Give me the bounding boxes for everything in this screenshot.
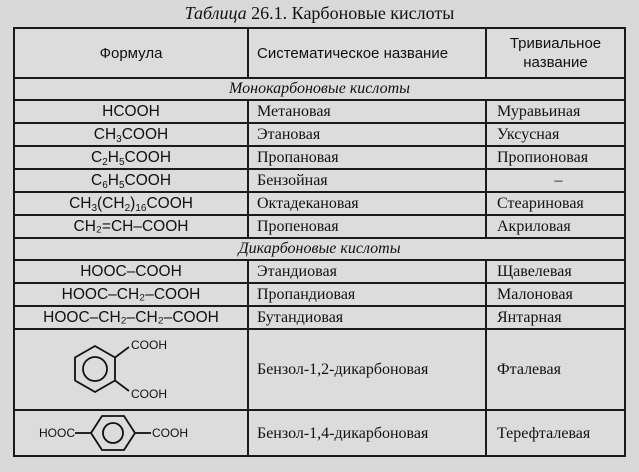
formula-cell xyxy=(14,329,248,410)
cooh-label-top: COOH xyxy=(131,337,167,352)
section-row-mono xyxy=(14,78,625,100)
table-row xyxy=(14,329,625,410)
table-row xyxy=(14,169,625,192)
section-di: Дикарбоновые кислоты xyxy=(14,238,625,260)
hooc-label: HOOC xyxy=(39,426,75,440)
caption-label: Таблица xyxy=(184,3,247,23)
systematic-cell: Бензол-1,4-дикарбоновая xyxy=(248,410,486,456)
systematic-cell: Бензойная xyxy=(248,169,486,192)
aromatic-circle xyxy=(83,357,107,381)
systematic-cell: Пропеновая xyxy=(248,215,486,238)
header-formula: Формула xyxy=(14,28,248,78)
header-trivial xyxy=(486,28,625,78)
header-systematic: Систематическое название xyxy=(248,28,486,78)
section-row-di xyxy=(14,238,625,260)
trivial-cell: Пропионовая xyxy=(486,146,625,169)
trivial-cell: Фталевая xyxy=(486,329,625,410)
trivial-cell: Уксусная xyxy=(486,123,625,146)
formula-cell: HOOC–CH₂–COOH xyxy=(14,283,248,306)
formula-cell xyxy=(14,410,248,456)
table-row xyxy=(14,215,625,238)
table-row xyxy=(14,306,625,329)
section-mono: Монокарбоновые кислоты xyxy=(14,78,625,100)
systematic-cell: Бензол-1,2-дикарбоновая xyxy=(248,329,486,410)
trivial-cell: Янтарная xyxy=(486,306,625,329)
bond-bottom xyxy=(115,380,129,391)
systematic-cell: Пропановая xyxy=(248,146,486,169)
systematic-cell: Этановая xyxy=(248,123,486,146)
bond-top xyxy=(115,347,129,358)
formula-cell: HOOC–COOH xyxy=(14,260,248,283)
systematic-cell: Этандиовая xyxy=(248,260,486,283)
systematic-cell: Октадекановая xyxy=(248,192,486,215)
phthalic-acid-structure xyxy=(51,332,211,408)
table-caption xyxy=(0,2,639,24)
table-row xyxy=(14,100,625,123)
systematic-cell: Метановая xyxy=(248,100,486,123)
aromatic-circle xyxy=(103,423,123,443)
terephthalic-acid-structure xyxy=(31,413,231,453)
carboxylic-acids-table xyxy=(13,27,626,457)
trivial-cell: Малоновая xyxy=(486,283,625,306)
trivial-cell: Стеариновая xyxy=(486,192,625,215)
systematic-cell: Бутандиовая xyxy=(248,306,486,329)
caption-title: 26.1. Карбоновые кислоты xyxy=(246,3,455,23)
formula-cell: HOOC–CH₂–CH₂–COOH xyxy=(14,306,248,329)
table-row xyxy=(14,410,625,456)
formula-cell: $C_2H_5COOH$ xyxy=(14,146,248,169)
table-row xyxy=(14,123,625,146)
formula-cell: HCOOH xyxy=(14,100,248,123)
systematic-cell: Пропандиовая xyxy=(248,283,486,306)
cooh-label-bottom: COOH xyxy=(131,386,167,401)
table-row xyxy=(14,146,625,169)
trivial-cell: Щавелевая xyxy=(486,260,625,283)
header-row xyxy=(14,28,625,78)
header-trivial-text: Тривиальное название xyxy=(509,35,602,71)
benzene-ring xyxy=(91,416,135,450)
trivial-cell: Муравьиная xyxy=(486,100,625,123)
cooh-label: COOH xyxy=(152,426,188,440)
formula-cell: $CH_3COOH$ xyxy=(14,123,248,146)
trivial-cell: Акриловая xyxy=(486,215,625,238)
formula-cell: $C_6H_5COOH$ xyxy=(14,169,248,192)
table-row xyxy=(14,283,625,306)
benzene-ring xyxy=(75,346,115,392)
formula-cell: CH₂=CH–COOH xyxy=(14,215,248,238)
trivial-cell: – xyxy=(486,169,625,192)
formula-cell: $CH_3(CH_2)_{16}COOH$ xyxy=(14,192,248,215)
table-row xyxy=(14,260,625,283)
trivial-cell: Терефталевая xyxy=(486,410,625,456)
table-row xyxy=(14,192,625,215)
